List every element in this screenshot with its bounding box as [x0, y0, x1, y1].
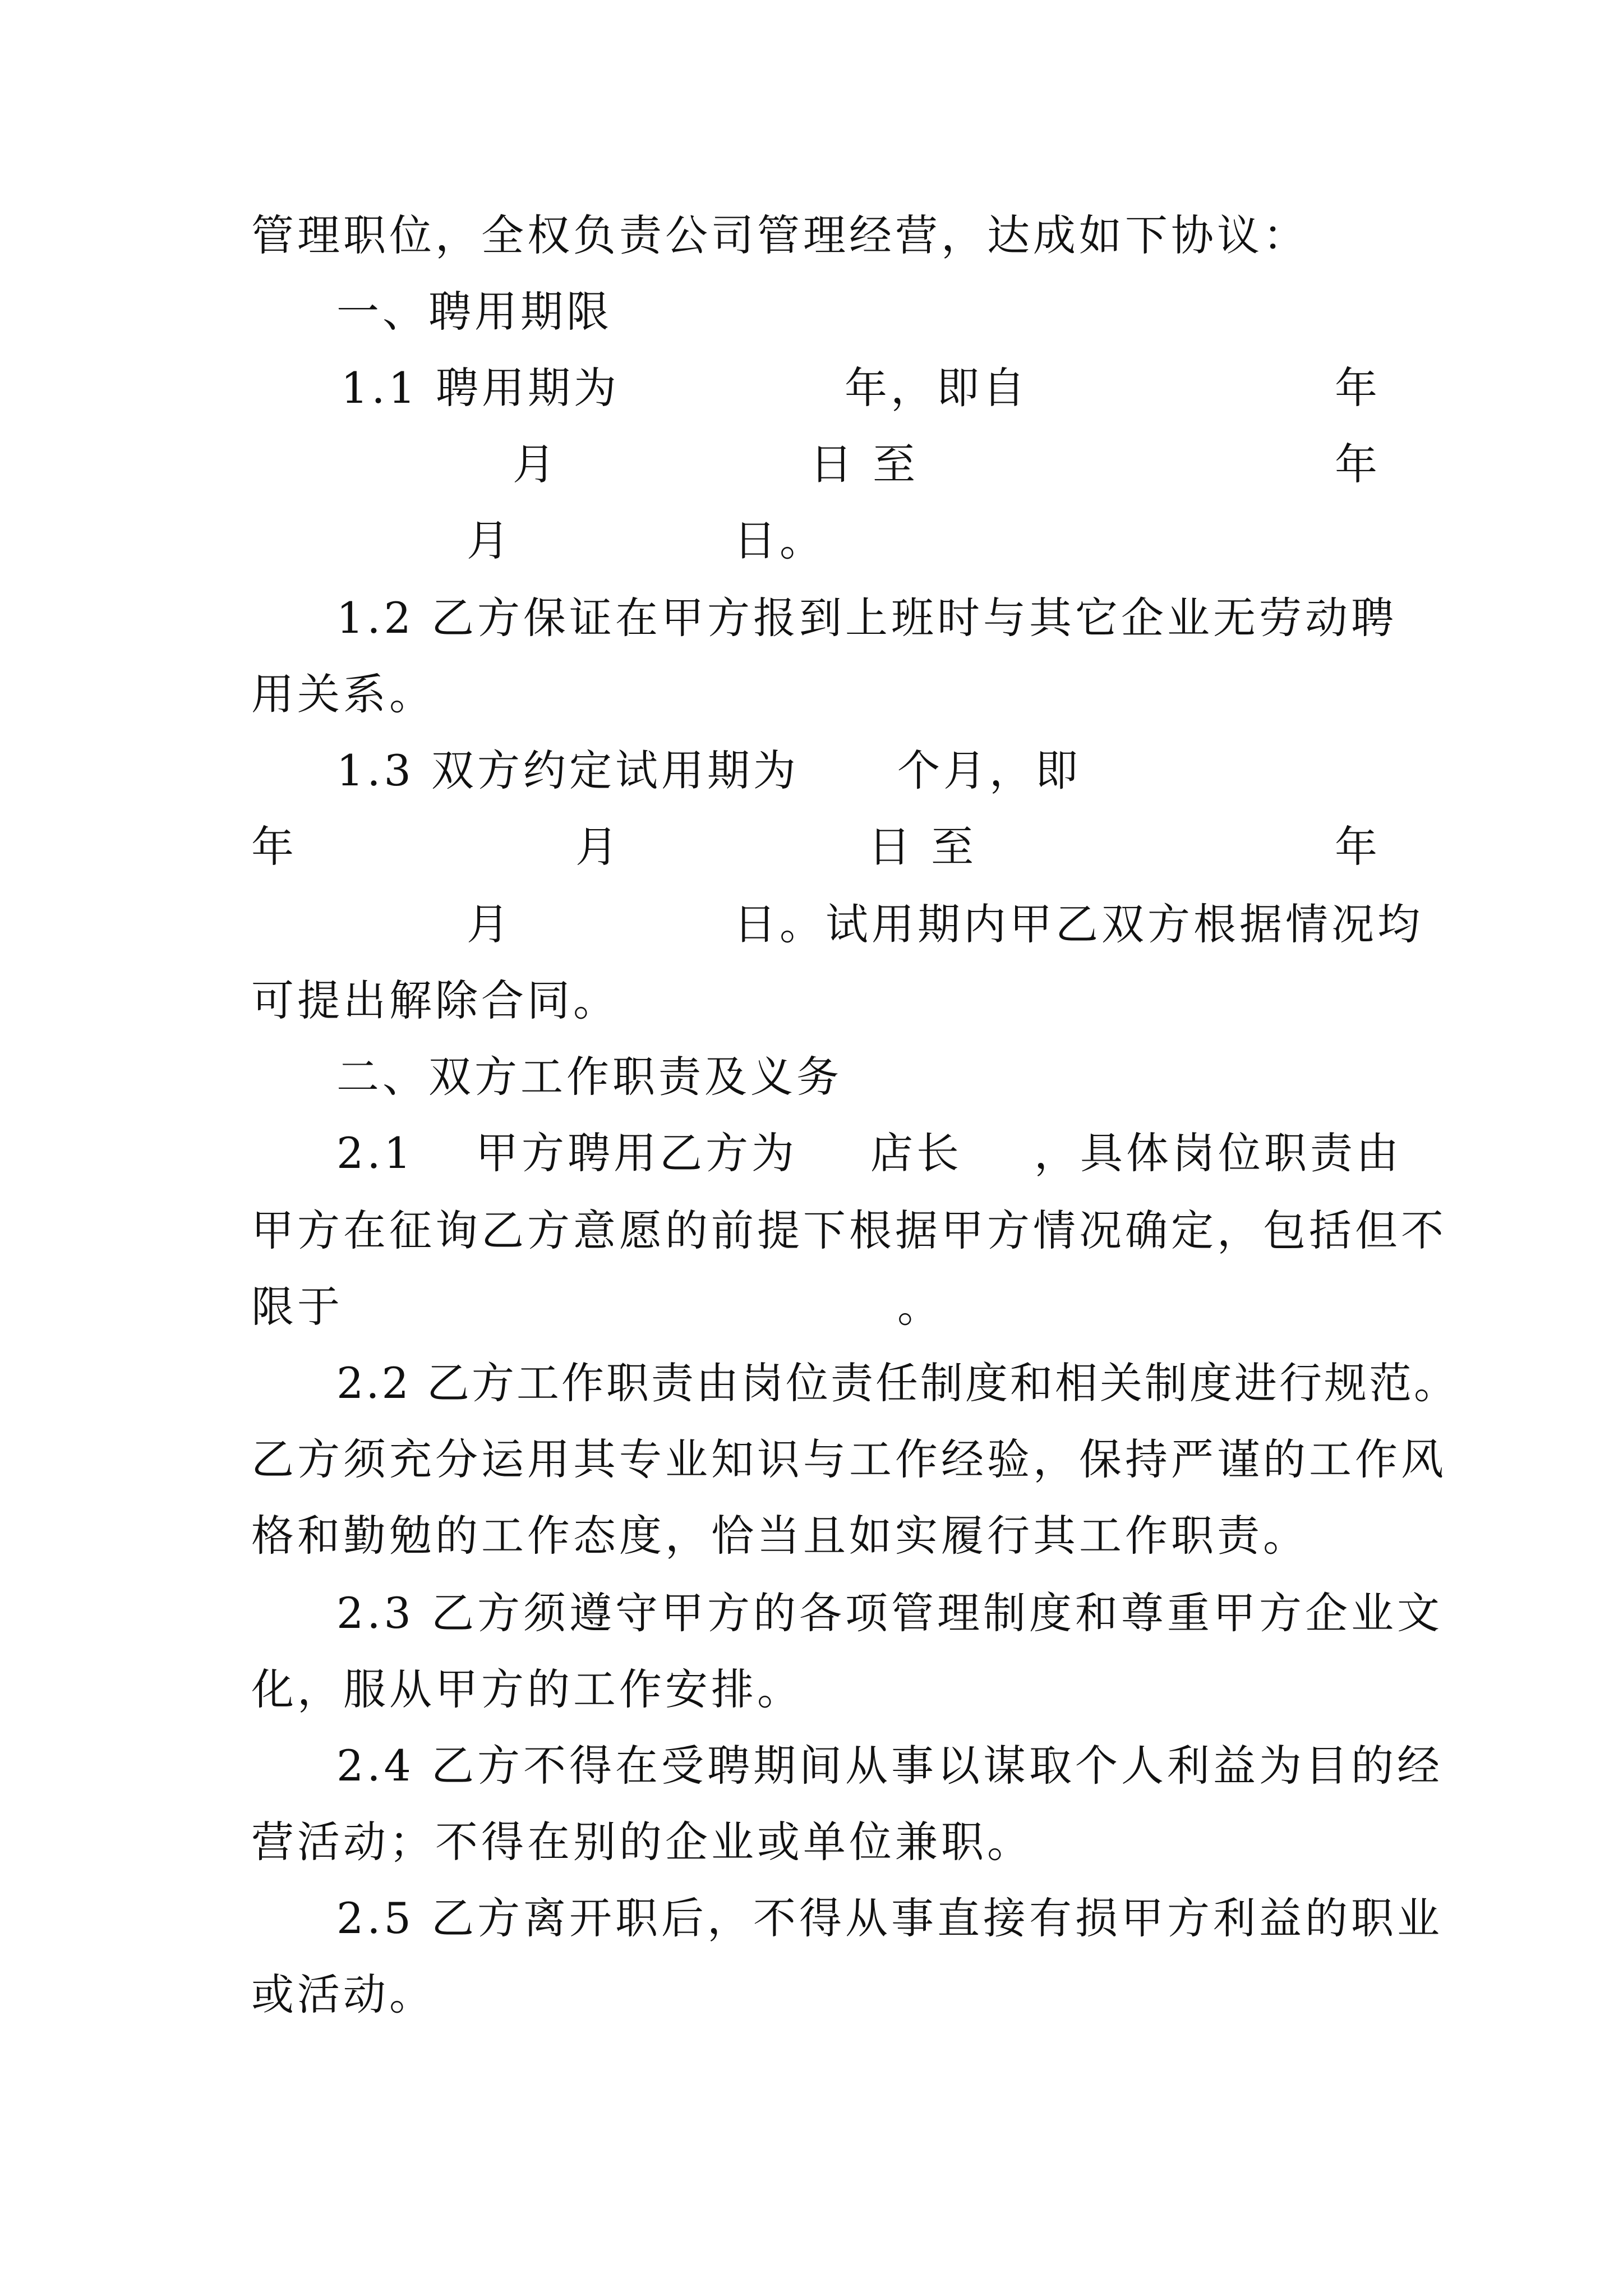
clause-2-1-limit: 限于: [251, 1282, 343, 1332]
clause-2-1-line-3: [251, 1279, 1384, 1335]
clause-1-1-line-3: [251, 513, 1384, 569]
clause-1-3-line-2: [251, 819, 1384, 875]
clause-2-3-line-2: 化，服从甲方的工作安排。: [251, 1664, 803, 1714]
clause-1-1-day-a: 日 至: [810, 439, 919, 489]
clause-2-1-position: 店长: [870, 1128, 962, 1178]
clause-1-1-month-a: 月: [513, 439, 559, 489]
clause-1-3-day-a: 日 至: [868, 822, 978, 872]
clause-1-3-month-b: 月: [467, 899, 513, 949]
clause-1-1-years: 年，即自: [845, 363, 1029, 413]
section-heading-term: 一、聘用期限: [336, 287, 612, 337]
section-heading-duties: 二、双方工作职责及义务: [336, 1052, 842, 1102]
clause-2-1-duties: ，具体岗位职责由: [1034, 1128, 1402, 1178]
clause-2-2-line-2: 乙方须充分运用其专业知识与工作经验，保持严谨的工作风: [251, 1434, 1447, 1484]
clause-2-5-line-2: 或活动。: [251, 1970, 435, 2019]
clause-1-3-month-a: 月: [575, 822, 621, 872]
clause-1-3-line-3: [251, 896, 1423, 953]
clause-2-1-period: 。: [897, 1282, 943, 1332]
clause-2-1-hire: 甲方聘用乙方为: [476, 1128, 797, 1178]
intro-line: 管理职位，全权负责公司管理经营，达成如下协议：: [251, 210, 1309, 260]
clause-1-3-line-4: 可提出解除合同。: [251, 976, 619, 1025]
clause-2-1-line-2: 甲方在征询乙方意愿的前提下根据甲方情况确定，包括但不: [251, 1205, 1447, 1255]
clause-1-1-year-b: 年: [1335, 439, 1381, 489]
clause-1-3-year-b: 年: [1335, 822, 1381, 872]
clause-2-2-line-3: 格和勤勉的工作态度，恰当且如实履行其工作职责。: [251, 1511, 1309, 1561]
clause-1-1-label: 1.1 聘用期为: [341, 363, 620, 413]
clause-1-2-line-1: 1.2 乙方保证在甲方报到上班时与其它企业无劳动聘: [336, 593, 1398, 643]
clause-2-5-line-1: 2.5 乙方离开职后，不得从事直接有损甲方利益的职业: [336, 1893, 1444, 1943]
clause-1-1-day-b: 日。: [734, 516, 826, 565]
clause-1-1-line-1: [251, 360, 1384, 416]
clause-2-2-line-1: 2.2 乙方工作职责由岗位责任制度和相关制度进行规范。: [336, 1358, 1459, 1408]
clause-1-2-line-2: 用关系。: [251, 669, 435, 719]
clause-2-4-line-2: 营活动；不得在别的企业或单位兼职。: [251, 1817, 1033, 1867]
clause-1-3-months: 个月，即: [897, 746, 1081, 795]
clause-1-1-line-2: [251, 436, 1384, 493]
clause-2-4-line-1: 2.4 乙方不得在受聘期间从事以谋取个人利益为目的经: [336, 1741, 1444, 1791]
clause-2-1-label: 2.1: [336, 1128, 414, 1178]
clause-2-1-line-1: [251, 1125, 1402, 1181]
clause-1-3-day-b: 日。试用期内甲乙双方根据情况均: [734, 899, 1423, 949]
clause-1-3-line-1: [251, 743, 1384, 799]
clause-1-1-year-a: 年: [1335, 363, 1381, 413]
clause-1-3-label: 1.3 双方约定试用期为: [336, 746, 800, 795]
clause-2-3-line-1: 2.3 乙方须遵守甲方的各项管理制度和尊重甲方企业文: [336, 1588, 1444, 1638]
clause-1-3-year-a: 年: [251, 822, 297, 872]
clause-1-1-month-b: 月: [467, 516, 513, 565]
